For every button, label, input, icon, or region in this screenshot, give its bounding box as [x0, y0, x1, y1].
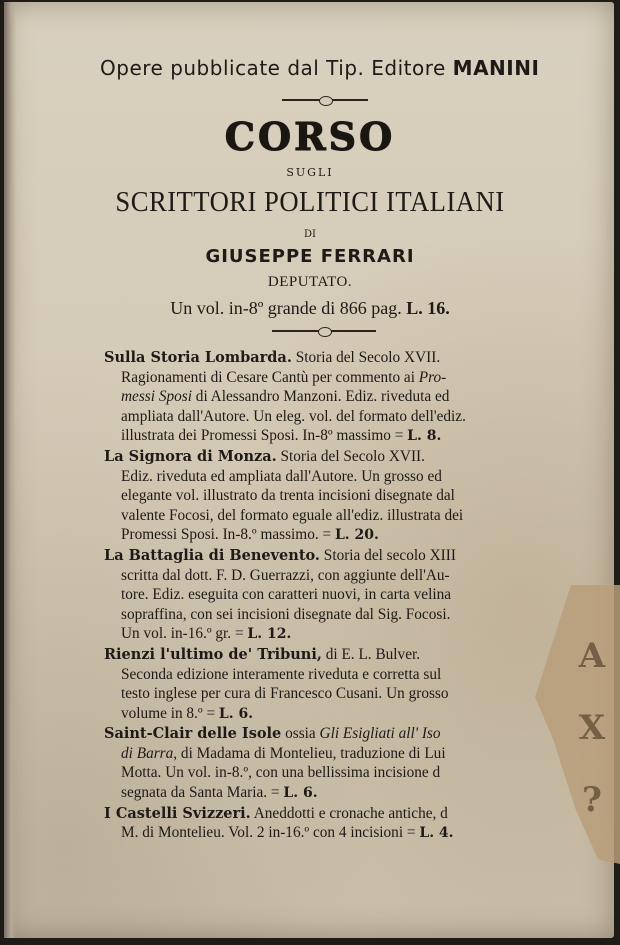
entry-text: valente Focosi, del formato eguale all'ediz. illustrata dei	[121, 506, 464, 524]
publisher-header	[100, 56, 539, 80]
entry-price: L. 12.	[247, 626, 292, 643]
entry-text: sopraffina, con sei incisioni disegnate dal Sig. Focosi.	[121, 605, 451, 623]
featured-di: DI	[304, 229, 316, 240]
catalog-list	[104, 348, 550, 844]
entry-price: L. 4.	[419, 825, 454, 842]
catalog-entry	[104, 546, 550, 645]
catalog-entry	[104, 447, 550, 546]
entry-title: Sulla Storia Lombarda.	[104, 349, 292, 366]
featured-sugli: SUGLI	[286, 166, 334, 179]
entry-text: Motta. Un vol. in-8.º, con una bellissima incisione d	[121, 764, 441, 782]
entry-text: illustrata dei Promessi Sposi. In-8º massimo =	[121, 427, 408, 445]
featured-role: DEPUTATO.	[267, 274, 353, 290]
entry-text: tore. Ediz. eseguita con caratteri nuovi, in carta velina	[121, 586, 452, 604]
entry-text: volume in 8.º =	[121, 704, 219, 722]
catalog-entry	[104, 804, 550, 844]
featured-author: GIUSEPPE FERRARI	[205, 246, 415, 267]
entry-text: Ediz. riveduta ed ampliata dall'Autore. Un grosso ed	[121, 467, 442, 485]
entry-text: Promessi Sposi. In-8.º massimo. =	[121, 526, 335, 544]
entry-title: La Signora di Monza.	[104, 447, 277, 465]
top-ornament-rule	[282, 99, 368, 101]
entry-italic: Pro-	[418, 368, 447, 386]
entry-text: ossia	[281, 725, 320, 743]
entry-price: L. 6.	[283, 785, 318, 802]
torn-label-fragment: A X ?	[578, 636, 606, 820]
entry-text: Ragionamenti di Cesare Cantù per commento ai	[121, 368, 419, 386]
entry-italic: Gli Esigliati all' Iso	[319, 725, 441, 743]
entry-text: M. di Montelieu. Vol. 2 in-16.º con 4 incisioni =	[121, 824, 420, 842]
featured-volume-text: Un vol. in-8º grande di 866 pag.	[170, 298, 402, 318]
entry-price: L. 8.	[407, 428, 442, 445]
entry-text: Un vol. in-16.º gr. =	[121, 625, 248, 643]
entry-title: La Battaglia di Benevento.	[104, 546, 320, 564]
entry-title: Saint-Clair delle Isole	[104, 725, 282, 743]
entry-title: Rienzi l'ultimo de' Tribuni,	[104, 645, 322, 663]
entry-text: testo inglese per cura di Francesco Cusani. Un grosso	[121, 685, 449, 703]
header-prefix: Opere pubblicate dal Tip. Editore	[100, 56, 446, 80]
featured-subtitle: SCRITTORI POLITICI ITALIANI	[115, 186, 505, 218]
entry-text: Storia del Secolo XVII.	[291, 349, 441, 366]
featured-title: CORSO	[224, 114, 396, 159]
featured-price: L. 16.	[406, 298, 450, 318]
catalog-entry	[104, 645, 550, 724]
publisher-name: MANINI	[452, 56, 540, 80]
entry-italic: di Barra	[121, 744, 174, 762]
entry-text: scritta dal dott. F. D. Guerrazzi, con aggiunte dell'Au-	[121, 566, 450, 584]
catalog-entry	[104, 724, 550, 803]
entry-text: ampliata dall'Autore. Un eleg. vol. del formato dell'ediz.	[121, 407, 466, 425]
entry-text: Aneddotti e cronache antiche, d	[250, 804, 448, 822]
entry-text: segnata da Santa Maria. =	[121, 784, 284, 802]
entry-price: L. 20.	[334, 527, 379, 544]
entry-text: di E. L. Bulver.	[321, 645, 421, 663]
entry-italic: messi Sposi	[121, 388, 192, 406]
entry-text: Storia del secolo XIII	[319, 546, 456, 564]
entry-text: , di Madama di Montelieu, traduzione di Lui	[173, 744, 446, 762]
entry-text: Storia del Secolo XVII.	[276, 447, 425, 465]
entry-title: I Castelli Svizzeri.	[104, 804, 251, 822]
catalog-entry	[104, 348, 550, 447]
featured-volume	[0, 298, 620, 319]
entry-text: di Alessandro Manzoni. Ediz. riveduta ed	[191, 388, 450, 406]
entry-text: elegante vol. illustrato da trenta incisioni disegnate dal	[121, 487, 455, 505]
mid-ornament-rule	[272, 330, 376, 332]
entry-text: Seconda edizione interamente riveduta e corretta sul	[121, 665, 442, 683]
entry-price: L. 6.	[218, 705, 254, 722]
